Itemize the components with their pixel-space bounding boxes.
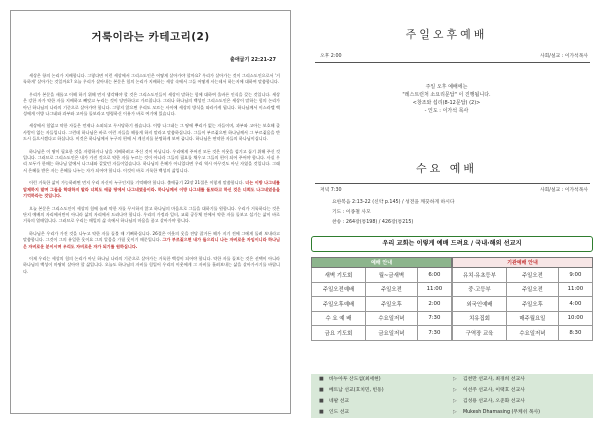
worship-schedule-table bbox=[311, 257, 452, 341]
schedule-day: 주일오후 bbox=[366, 297, 418, 312]
schedule-tables bbox=[311, 257, 593, 370]
paragraph-text: 세상은 항의 논리가 지배합니다. 그렇다면 이런 세상에서 그리스도인은 어떻게 살아가야 할까요? 우리가 살아가는 것이 그리스도인으로서 '거룩하게' 살아가는 것일까요? 오늘 우리가 살아내는 본문은 힘의 논리가 지배하는 세상 속에서 그들 어떻게 사는데서 하는지에 대하여 말씀합니다. bbox=[23, 73, 280, 85]
missionary-names: 이선주 선교사, 이택호 선교사 bbox=[463, 388, 525, 393]
article-paragraph bbox=[23, 149, 280, 175]
paragraph-text: 이제 우리는 세상의 힘의 논리가 아닌 하나님 나라의 기준으로 살아가는 거룩한 백성이 되어야 합니다. 약한 자를 돌보는 것은 선택이 아니라 하나님의 백성이 마땅히 살아야 할 삶입니다. 오늘도 하나님의 자비를 힘입어 우리의 이웃에게 그 자비를 흘려보내는 삶을 살아가시기를 바랍니다. bbox=[23, 255, 280, 274]
schedule-day: 주일오전 bbox=[507, 268, 559, 283]
missionary-names: 김성용 선교사, 오준화 선교사 bbox=[463, 399, 525, 404]
paragraph-text: 우리가 본문을 새롭고 이해 하기 위해 먼저 생각해야 할 것은 그리스도인들이 세상이 말하는 힘에 대하여 올바른 인식을 갖는 것입니다. 세상은 강한 자가 약한 자를 지배하고 빼앗고 누리는 것이 당연하다고 가르칩니다. 그러나 하나님의 백성인 그리스도인은 세상이 말하는 힘의 논리가 아닌 하나님의 나라의 기준으로 살아가야 합니다. 그렇지 않으면 우리도 모르는 사이에 세상의 방식을 따라가게 됩니다. 하나님께서 이스라엘 백성에게 이방 나그네와 과부와 고아를 돌보라고 명령하신 이유가 바로 여기에 있습니다. bbox=[23, 91, 280, 117]
schedule-time: 2:00 bbox=[417, 297, 451, 312]
notice-line: - 인도 : 이가석 목사 bbox=[424, 108, 469, 114]
schedule-day: 금요일저녁 bbox=[366, 326, 418, 341]
afternoon-time: 오후 2:00 bbox=[320, 54, 342, 59]
arrow-icon: ▷ bbox=[453, 410, 457, 415]
article-paragraph bbox=[23, 73, 280, 86]
wednesday-service-info bbox=[320, 186, 588, 193]
schedule-row bbox=[312, 297, 452, 312]
mission-item bbox=[311, 385, 593, 396]
hymn-line: 찬송 : 264장(통198) / 426장(통215) bbox=[332, 220, 414, 225]
article-paragraph bbox=[23, 180, 280, 199]
bullet-icon: ■ bbox=[319, 376, 324, 382]
schedule-row bbox=[312, 282, 452, 297]
schedule-row bbox=[312, 326, 452, 341]
missionary-names: 김천만 선교사, 최경희 선교사 bbox=[463, 377, 525, 382]
schedule-day: 주일오전 bbox=[366, 282, 418, 297]
schedule-day: 주일오후 bbox=[507, 297, 559, 312]
scripture-line: 요한복음 2:13-22 (신약 p.145) / 성전을 깨끗하게 하시다 bbox=[332, 200, 455, 205]
article-paragraph bbox=[23, 92, 280, 118]
arrow-icon: ▷ bbox=[453, 399, 457, 404]
article-paragraph bbox=[23, 206, 280, 225]
schedule-name: 외국인예배 bbox=[453, 297, 507, 312]
org-schedule-header: 기관예배 안내 bbox=[453, 258, 593, 268]
schedule-day: 수요일저녁 bbox=[366, 311, 418, 326]
schedule-day: 수요일저녁 bbox=[507, 326, 559, 341]
schedule-row bbox=[453, 268, 593, 283]
paragraph-text: 오늘 본문은 그리스도인이 세상의 힘에 눌려 약한 자를 무시하지 않고 하나님의 마음으로 그들을 대하기를 원합니다. 우리가 거룩하다는 것은 단지 예배의 자리에서만이 아니라 삶의 자리에서 드러나야 합니다. 우리의 가정과 일터, 교회 공동체 안에서 약한 자를 돌보고 섬기는 삶이 바로 거룩의 열매입니다. 그러므로 우리는 매일의 삶 속에서 하나님의 마음을 품고 살아가야 합니다. bbox=[23, 205, 280, 224]
mission-title: 바누아투 산도섬(최세현) bbox=[329, 377, 381, 382]
schedule-row bbox=[453, 311, 593, 326]
afternoon-service-info bbox=[320, 52, 588, 59]
divider bbox=[315, 183, 590, 184]
missionary-names: Mukesh Dhamasing (무케쉬 목사) bbox=[463, 410, 540, 415]
emphasis-text: 그가 부르짖으면 내가 들으리니 나는 자비로운 자임이니라 하나님은 자비로운 분이시며 우리도 자비로운 자가 되기를 원하십니다. bbox=[23, 237, 280, 249]
schedule-row bbox=[453, 297, 593, 312]
mission-title: 베트남 선교(호치민, 빈동) bbox=[329, 388, 384, 393]
notice-line: 주일 오후 예배에는 bbox=[425, 84, 468, 90]
worship-banner: 우리 교회는 이렇게 예배 드려요 / 국내·해외 선교지 bbox=[311, 236, 593, 252]
mission-item bbox=[311, 396, 593, 407]
schedule-time: 4:00 bbox=[558, 297, 592, 312]
article-paragraph bbox=[23, 256, 280, 275]
schedule-time: 10:00 bbox=[558, 311, 592, 326]
paragraph-text: 세상에서 힘없고 약한 자들은 언제나 소외되고 무시당하기 쉽습니다. 이방 나그네는 그 땅에 뿌리가 없는 자들이며, 과부와 고아는 보호해 줄 사람이 없는 자들입니다. 그런데 하나님은 바로 이런 자들을 해롭게 하지 말라고 말씀하십니다. 그들이 부르짖으면 하나님께서 그 부르짖음을 반드시 들으시겠다고 하십니다. 이것은 하나님께서 누구의 편에 서 계신지를 분명하게 보여 줍니다. 하나님은 연약한 자들의 하나님이십니다. bbox=[23, 123, 280, 142]
article-paragraph bbox=[23, 123, 280, 142]
paragraph-text: 하나님은 우리가 가진 것을 나누고 약한 자를 돌볼 때 기뻐하십니다. 26절은 이웃의 옷을 전당 잡거든 해가 지기 전에 그에게 돌려 보내라고 말씀합니다. 그것이 그의 유일한 옷이요 그의 알몸을 가릴 옷이기 때문입니다. bbox=[23, 230, 280, 243]
schedule-name: 주일오전예배 bbox=[312, 282, 366, 297]
afternoon-notice bbox=[305, 83, 588, 115]
afternoon-leader: 사회/설교 : 이가석목사 bbox=[540, 54, 588, 59]
article-paragraph bbox=[23, 231, 280, 250]
schedule-day: 주일오전 bbox=[507, 282, 559, 297]
schedule-name: 새벽 기도회 bbox=[312, 268, 366, 283]
wednesday-service-title: 수요 예배 bbox=[415, 162, 477, 175]
scripture-reference: 출애굽기 22:21-27 bbox=[229, 57, 276, 63]
schedule-time: 6:00 bbox=[417, 268, 451, 283]
mission-item bbox=[311, 407, 593, 418]
schedule-name: 중·고등부 bbox=[453, 282, 507, 297]
schedule-name: 금요 기도회 bbox=[312, 326, 366, 341]
schedule-name: 유치·유초등부 bbox=[453, 268, 507, 283]
sermon-article-panel bbox=[10, 10, 291, 414]
schedule-time: 11:00 bbox=[417, 282, 451, 297]
schedule-time: 9:00 bbox=[558, 268, 592, 283]
worship-schedule-header: 예배 안내 bbox=[312, 258, 452, 268]
arrow-icon: ▷ bbox=[453, 388, 457, 393]
schedule-time: 8:30 bbox=[558, 326, 592, 341]
schedule-row bbox=[453, 282, 593, 297]
afternoon-service-title: 주일오후예배 bbox=[405, 28, 488, 41]
mission-title: 네팔 선교 bbox=[329, 399, 350, 404]
wednesday-leader: 사회/설교 : 이가석목사 bbox=[540, 188, 588, 193]
schedule-name: 구역장 교육 bbox=[453, 326, 507, 341]
schedule-time: 11:00 bbox=[558, 282, 592, 297]
org-schedule-table bbox=[452, 257, 593, 341]
schedule-day: 월~금새벽 bbox=[366, 268, 418, 283]
notice-line: <창조와 섭리(8-12문답) (2)> bbox=[412, 100, 481, 106]
missions-box bbox=[311, 374, 593, 418]
paragraph-text: 이런 거룩한 삶이 가능하려면 먼저 우리 자신이 누구인지를 기억해야 합니다. 출애굽기 22장 21절은 이렇게 말씀합니다. bbox=[29, 180, 244, 186]
schedule-row bbox=[312, 268, 452, 283]
article-title: 거룩이라는 카테고리(2) bbox=[91, 31, 210, 43]
bullet-icon: ■ bbox=[319, 409, 324, 415]
bullet-icon: ■ bbox=[319, 387, 324, 393]
schedule-name: 수 요 예 배 bbox=[312, 311, 366, 326]
wednesday-details bbox=[332, 198, 590, 228]
notice-line: "레스트런처 소요리문답" 이 진행됩니다. bbox=[402, 92, 491, 98]
paragraph-text: 하나님은 이 땅이 필요한 것을 자랑하거나 남을 지배하려고 주신 것이 아닙니다. 우리에게 주어진 모든 것은 이웃을 섬기고 돕기 위해 주신 것입니다. 그러므로 그리스도인은 내가 가진 것으로 약한 자를 누르는 것이 아니라 그들의 필요를 채우고 그들의 편이 되어 주어야 합니다. 사실 우리 모두가 한때는 하나님 앞에서 나그네와 같았던 자들이었습니다. 하나님의 은혜가 아니었다면 우리 역시 아무것도 아닌 자였을 것입니다. 그래서 은혜를 받은 자는 은혜를 나누는 자가 되어야 합니다. 이것이 바로 거룩한 백성의 삶입니다. bbox=[23, 148, 280, 173]
wednesday-time: 저녁 7:30 bbox=[320, 188, 342, 193]
schedule-time: 7:30 bbox=[417, 326, 451, 341]
mission-title: 인도 선교 bbox=[329, 410, 350, 415]
schedule-row bbox=[453, 326, 593, 341]
emphasis-text: 너는 이방 나그네를 압제하지 말며 그들을 학대하지 말라 너희도 애굽 땅에서 나그네였음이라. 하나님께서 이방 나그네를 돌보라고 하신 것은 너희도 나그네였음을 기억하라는 것입니다. bbox=[23, 180, 280, 199]
schedule-row bbox=[312, 311, 452, 326]
schedule-name: 주일오후예배 bbox=[312, 297, 366, 312]
schedule-time: 7:30 bbox=[417, 311, 451, 326]
arrow-icon: ▷ bbox=[453, 377, 457, 382]
article-body bbox=[23, 73, 280, 275]
prayer-line: 기도 : 이종철 사모 bbox=[332, 210, 371, 215]
schedule-day: 매주월요일 bbox=[507, 311, 559, 326]
mission-item bbox=[311, 374, 593, 385]
schedule-name: 치유집회 bbox=[453, 311, 507, 326]
bullet-icon: ■ bbox=[319, 398, 324, 404]
divider bbox=[315, 62, 590, 63]
